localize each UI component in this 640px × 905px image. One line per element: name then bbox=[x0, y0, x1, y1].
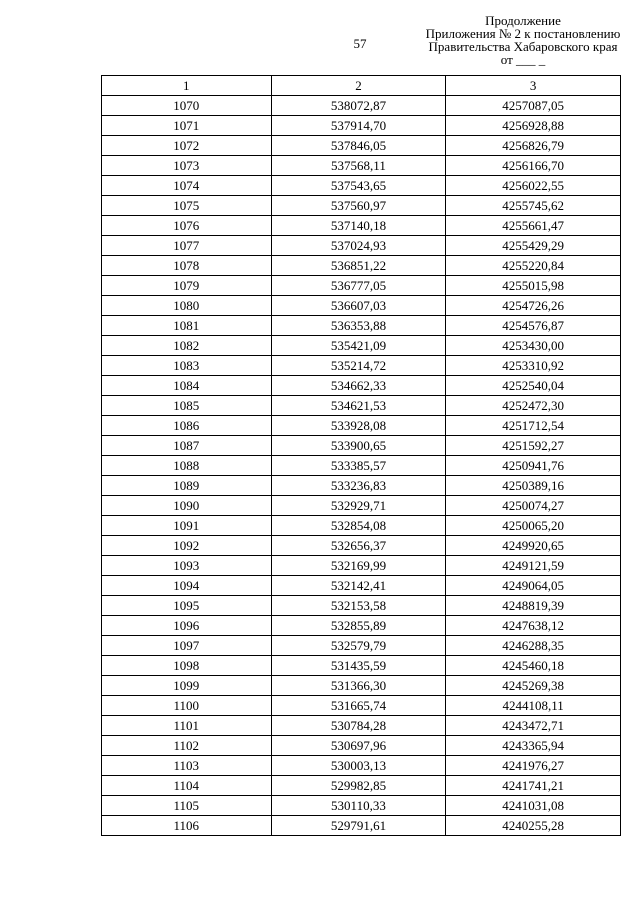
table-row bbox=[102, 276, 621, 296]
cell-point-number: 1092 bbox=[102, 536, 272, 556]
cell-x-coordinate: 530003,13 bbox=[271, 756, 446, 776]
cell-point-number: 1086 bbox=[102, 416, 272, 436]
cell-y-coordinate: 4248819,39 bbox=[446, 596, 621, 616]
cell-x-coordinate: 535214,72 bbox=[271, 356, 446, 376]
cell-x-coordinate: 537024,93 bbox=[271, 236, 446, 256]
cell-x-coordinate: 533385,57 bbox=[271, 456, 446, 476]
cell-point-number: 1104 bbox=[102, 776, 272, 796]
cell-y-coordinate: 4245269,38 bbox=[446, 676, 621, 696]
cell-x-coordinate: 538072,87 bbox=[271, 96, 446, 116]
cell-y-coordinate: 4251712,54 bbox=[446, 416, 621, 436]
table-row bbox=[102, 636, 621, 656]
cell-point-number: 1080 bbox=[102, 296, 272, 316]
cell-y-coordinate: 4250074,27 bbox=[446, 496, 621, 516]
cell-x-coordinate: 536851,22 bbox=[271, 256, 446, 276]
table-row bbox=[102, 136, 621, 156]
cell-x-coordinate: 532579,79 bbox=[271, 636, 446, 656]
cell-y-coordinate: 4253310,92 bbox=[446, 356, 621, 376]
cell-x-coordinate: 532929,71 bbox=[271, 496, 446, 516]
cell-x-coordinate: 537568,11 bbox=[271, 156, 446, 176]
cell-x-coordinate: 531435,59 bbox=[271, 656, 446, 676]
cell-y-coordinate: 4251592,27 bbox=[446, 436, 621, 456]
cell-point-number: 1106 bbox=[102, 816, 272, 836]
cell-point-number: 1099 bbox=[102, 676, 272, 696]
cell-x-coordinate: 533900,65 bbox=[271, 436, 446, 456]
table-row bbox=[102, 96, 621, 116]
cell-point-number: 1089 bbox=[102, 476, 272, 496]
cell-y-coordinate: 4240255,28 bbox=[446, 816, 621, 836]
table-row bbox=[102, 516, 621, 536]
cell-y-coordinate: 4255429,29 bbox=[446, 236, 621, 256]
cell-x-coordinate: 537914,70 bbox=[271, 116, 446, 136]
cell-point-number: 1091 bbox=[102, 516, 272, 536]
cell-point-number: 1075 bbox=[102, 196, 272, 216]
cell-y-coordinate: 4257087,05 bbox=[446, 96, 621, 116]
cell-y-coordinate: 4256928,88 bbox=[446, 116, 621, 136]
cell-point-number: 1083 bbox=[102, 356, 272, 376]
cell-y-coordinate: 4241976,27 bbox=[446, 756, 621, 776]
cell-point-number: 1087 bbox=[102, 436, 272, 456]
cell-y-coordinate: 4250941,76 bbox=[446, 456, 621, 476]
cell-y-coordinate: 4241741,21 bbox=[446, 776, 621, 796]
cell-y-coordinate: 4250389,16 bbox=[446, 476, 621, 496]
table-row bbox=[102, 496, 621, 516]
cell-point-number: 1074 bbox=[102, 176, 272, 196]
cell-x-coordinate: 536607,03 bbox=[271, 296, 446, 316]
cell-y-coordinate: 4241031,08 bbox=[446, 796, 621, 816]
cell-x-coordinate: 531366,30 bbox=[271, 676, 446, 696]
table-body bbox=[102, 96, 621, 836]
cell-point-number: 1100 bbox=[102, 696, 272, 716]
cell-x-coordinate: 530110,33 bbox=[271, 796, 446, 816]
cell-point-number: 1070 bbox=[102, 96, 272, 116]
cell-y-coordinate: 4256826,79 bbox=[446, 136, 621, 156]
header-line-appendix: Приложения № 2 к постановлению bbox=[425, 26, 621, 41]
cell-y-coordinate: 4250065,20 bbox=[446, 516, 621, 536]
table-header-row bbox=[102, 76, 621, 96]
cell-point-number: 1098 bbox=[102, 656, 272, 676]
cell-y-coordinate: 4247638,12 bbox=[446, 616, 621, 636]
cell-x-coordinate: 530697,96 bbox=[271, 736, 446, 756]
cell-y-coordinate: 4254726,26 bbox=[446, 296, 621, 316]
header-line-date: от ___ _ bbox=[500, 52, 546, 67]
table-row bbox=[102, 756, 621, 776]
cell-point-number: 1071 bbox=[102, 116, 272, 136]
cell-x-coordinate: 532169,99 bbox=[271, 556, 446, 576]
cell-y-coordinate: 4256022,55 bbox=[446, 176, 621, 196]
table-row bbox=[102, 716, 621, 736]
cell-y-coordinate: 4243365,94 bbox=[446, 736, 621, 756]
cell-x-coordinate: 533928,08 bbox=[271, 416, 446, 436]
table-row bbox=[102, 556, 621, 576]
table-row bbox=[102, 736, 621, 756]
header-line-continuation: Продолжение bbox=[485, 13, 561, 28]
cell-x-coordinate: 537846,05 bbox=[271, 136, 446, 156]
cell-y-coordinate: 4256166,70 bbox=[446, 156, 621, 176]
cell-point-number: 1095 bbox=[102, 596, 272, 616]
table-row bbox=[102, 116, 621, 136]
table-row bbox=[102, 176, 621, 196]
table-row bbox=[102, 596, 621, 616]
cell-x-coordinate: 532142,41 bbox=[271, 576, 446, 596]
table-row bbox=[102, 256, 621, 276]
cell-x-coordinate: 535421,09 bbox=[271, 336, 446, 356]
cell-x-coordinate: 532656,37 bbox=[271, 536, 446, 556]
table-row bbox=[102, 196, 621, 216]
cell-x-coordinate: 530784,28 bbox=[271, 716, 446, 736]
cell-point-number: 1073 bbox=[102, 156, 272, 176]
cell-point-number: 1077 bbox=[102, 236, 272, 256]
appendix-header bbox=[418, 14, 628, 66]
table-row bbox=[102, 376, 621, 396]
cell-y-coordinate: 4249121,59 bbox=[446, 556, 621, 576]
cell-y-coordinate: 4249064,05 bbox=[446, 576, 621, 596]
cell-y-coordinate: 4252472,30 bbox=[446, 396, 621, 416]
table-row bbox=[102, 436, 621, 456]
cell-point-number: 1096 bbox=[102, 616, 272, 636]
cell-point-number: 1078 bbox=[102, 256, 272, 276]
page-number: 57 bbox=[353, 36, 367, 51]
table-row bbox=[102, 336, 621, 356]
cell-x-coordinate: 537543,65 bbox=[271, 176, 446, 196]
cell-point-number: 1076 bbox=[102, 216, 272, 236]
table-row bbox=[102, 296, 621, 316]
table-row bbox=[102, 356, 621, 376]
table-row bbox=[102, 476, 621, 496]
cell-point-number: 1072 bbox=[102, 136, 272, 156]
cell-x-coordinate: 529982,85 bbox=[271, 776, 446, 796]
cell-point-number: 1097 bbox=[102, 636, 272, 656]
cell-y-coordinate: 4255220,84 bbox=[446, 256, 621, 276]
cell-point-number: 1103 bbox=[102, 756, 272, 776]
cell-y-coordinate: 4254576,87 bbox=[446, 316, 621, 336]
cell-point-number: 1094 bbox=[102, 576, 272, 596]
cell-point-number: 1079 bbox=[102, 276, 272, 296]
cell-y-coordinate: 4243472,71 bbox=[446, 716, 621, 736]
cell-x-coordinate: 534662,33 bbox=[271, 376, 446, 396]
cell-x-coordinate: 532153,58 bbox=[271, 596, 446, 616]
cell-x-coordinate: 534621,53 bbox=[271, 396, 446, 416]
cell-point-number: 1093 bbox=[102, 556, 272, 576]
cell-point-number: 1081 bbox=[102, 316, 272, 336]
cell-point-number: 1085 bbox=[102, 396, 272, 416]
column-header-x: 2 bbox=[271, 76, 446, 96]
cell-x-coordinate: 533236,83 bbox=[271, 476, 446, 496]
cell-y-coordinate: 4252540,04 bbox=[446, 376, 621, 396]
cell-y-coordinate: 4249920,65 bbox=[446, 536, 621, 556]
cell-y-coordinate: 4245460,18 bbox=[446, 656, 621, 676]
column-header-number: 1 bbox=[102, 76, 272, 96]
header-line-government: Правительства Хабаровского края bbox=[428, 39, 618, 54]
table-row bbox=[102, 416, 621, 436]
cell-x-coordinate: 536353,88 bbox=[271, 316, 446, 336]
table-row bbox=[102, 696, 621, 716]
table-row bbox=[102, 576, 621, 596]
cell-x-coordinate: 537560,97 bbox=[271, 196, 446, 216]
cell-point-number: 1102 bbox=[102, 736, 272, 756]
cell-point-number: 1082 bbox=[102, 336, 272, 356]
table-row bbox=[102, 796, 621, 816]
table-row bbox=[102, 536, 621, 556]
cell-point-number: 1088 bbox=[102, 456, 272, 476]
cell-y-coordinate: 4253430,00 bbox=[446, 336, 621, 356]
cell-x-coordinate: 531665,74 bbox=[271, 696, 446, 716]
cell-point-number: 1084 bbox=[102, 376, 272, 396]
table-row bbox=[102, 776, 621, 796]
table-row bbox=[102, 456, 621, 476]
cell-x-coordinate: 536777,05 bbox=[271, 276, 446, 296]
cell-y-coordinate: 4246288,35 bbox=[446, 636, 621, 656]
cell-y-coordinate: 4255015,98 bbox=[446, 276, 621, 296]
cell-y-coordinate: 4255661,47 bbox=[446, 216, 621, 236]
cell-point-number: 1090 bbox=[102, 496, 272, 516]
coordinates-table bbox=[101, 75, 621, 836]
cell-x-coordinate: 537140,18 bbox=[271, 216, 446, 236]
table-row bbox=[102, 656, 621, 676]
cell-x-coordinate: 529791,61 bbox=[271, 816, 446, 836]
cell-x-coordinate: 532854,08 bbox=[271, 516, 446, 536]
table-row bbox=[102, 616, 621, 636]
cell-point-number: 1105 bbox=[102, 796, 272, 816]
table-row bbox=[102, 236, 621, 256]
cell-y-coordinate: 4244108,11 bbox=[446, 696, 621, 716]
table-row bbox=[102, 676, 621, 696]
table-row bbox=[102, 156, 621, 176]
table-row bbox=[102, 396, 621, 416]
table-row bbox=[102, 216, 621, 236]
column-header-y: 3 bbox=[446, 76, 621, 96]
cell-x-coordinate: 532855,89 bbox=[271, 616, 446, 636]
table-row bbox=[102, 816, 621, 836]
cell-y-coordinate: 4255745,62 bbox=[446, 196, 621, 216]
cell-point-number: 1101 bbox=[102, 716, 272, 736]
table-row bbox=[102, 316, 621, 336]
